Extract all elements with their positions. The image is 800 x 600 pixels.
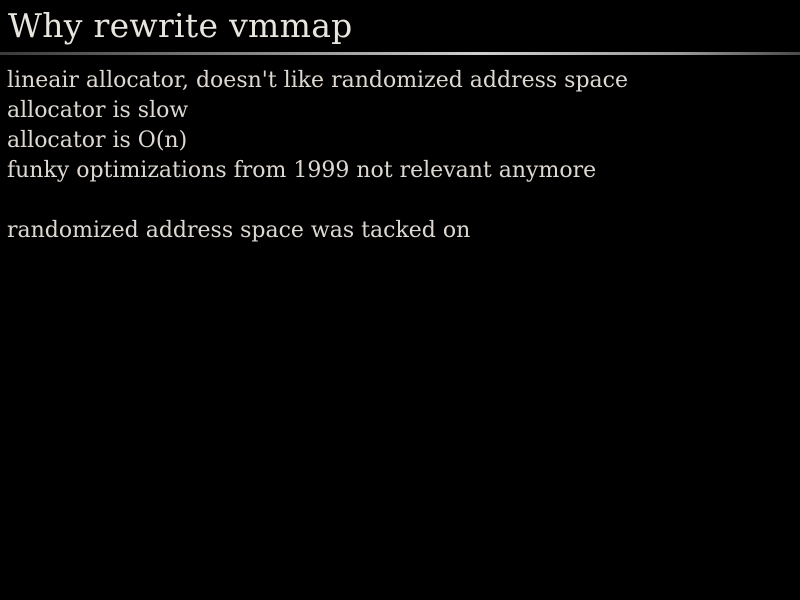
title-divider <box>0 52 800 55</box>
blank-line <box>7 186 787 216</box>
slide-body <box>7 66 787 246</box>
bullet-line: lineair allocator, doesn't like randomized address space <box>7 68 629 93</box>
bullet-line: funky optimizations from 1999 not relevant anymore <box>7 158 597 183</box>
bullet-line: randomized address space was tacked on <box>7 218 471 243</box>
bullet-line: allocator is O(n) <box>7 128 188 153</box>
page-title: Why rewrite vmmap <box>8 6 353 45</box>
bullet-line: allocator is slow <box>7 98 189 123</box>
